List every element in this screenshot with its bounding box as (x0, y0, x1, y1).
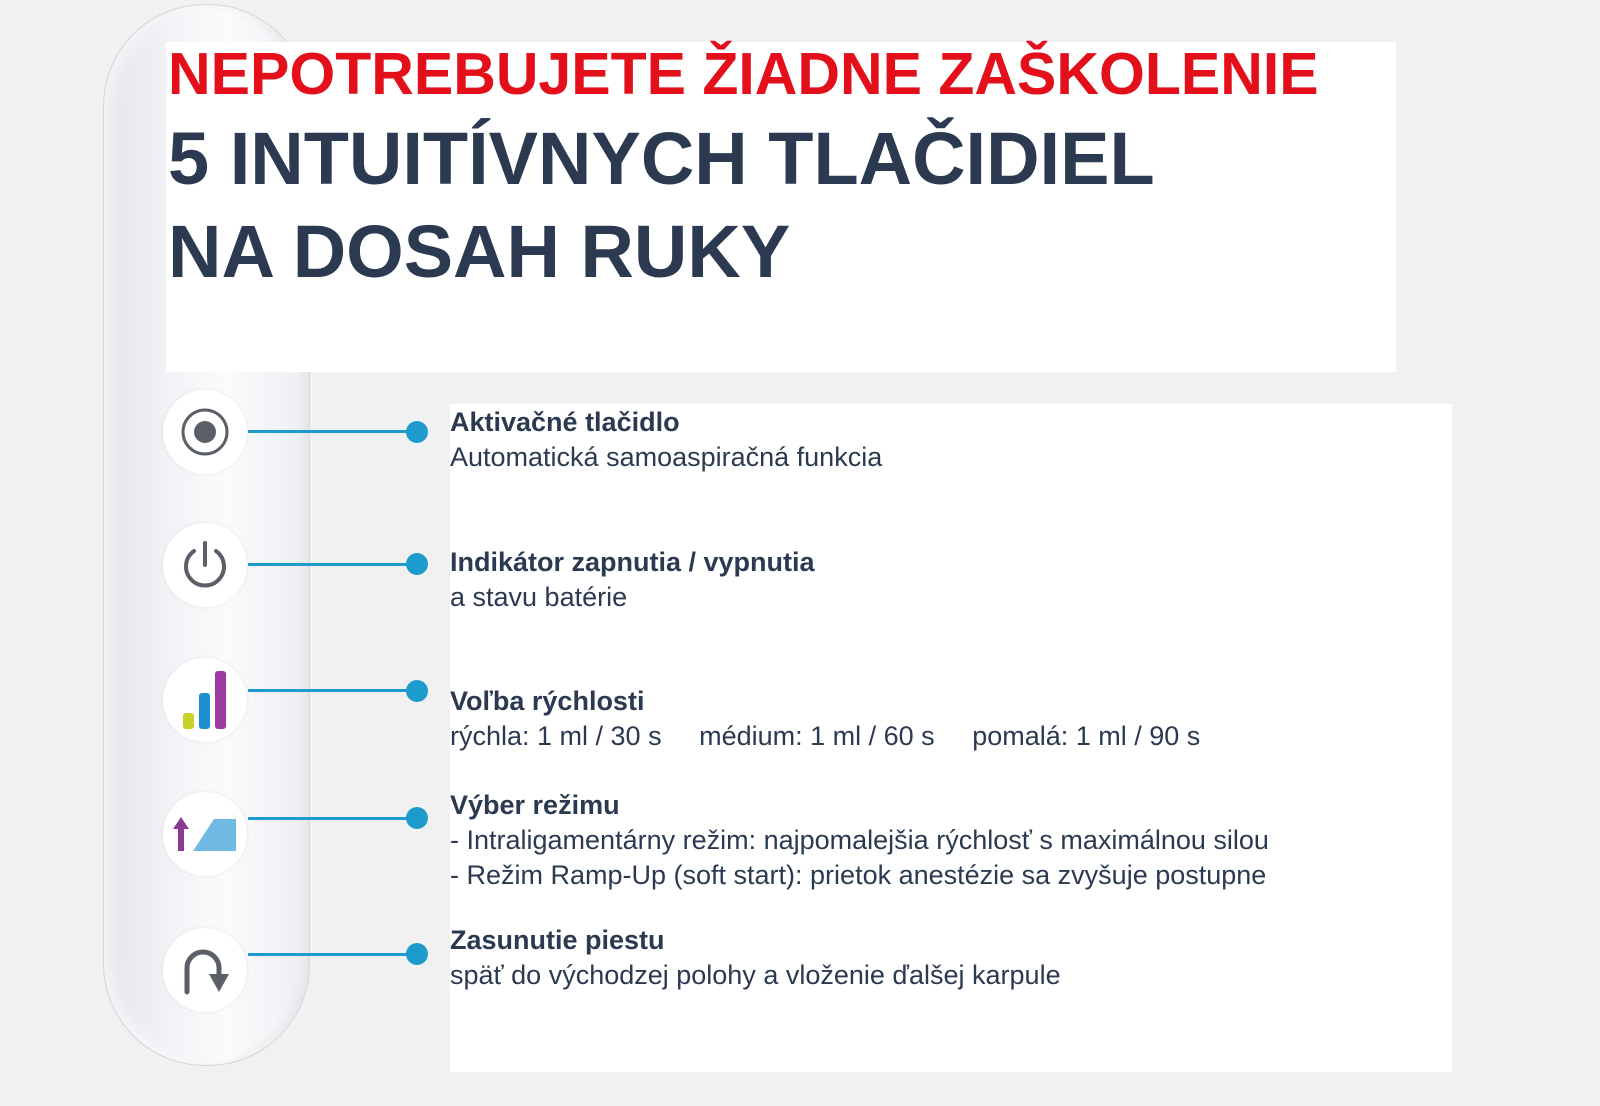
connector-dot (406, 421, 428, 443)
feature-title: Výber režimu (450, 790, 620, 820)
connector-line (248, 563, 418, 566)
connector-dot (406, 680, 428, 702)
power-button[interactable] (163, 523, 247, 607)
power-icon (177, 537, 233, 593)
title-line-2: NA DOSAH RUKY (168, 210, 791, 293)
speed-medium: médium: 1 ml / 60 s (699, 721, 935, 751)
speed-slow: pomalá: 1 ml / 90 s (972, 721, 1201, 751)
feature-description-line: - Intraligamentárny režim: najpomalejšia rýchlosť s maximálnou silou (450, 825, 1269, 855)
plunger-return-button[interactable] (163, 928, 247, 1012)
feature-mode (450, 788, 1269, 893)
connector-line (248, 953, 418, 956)
feature-title: Aktivačné tlačidlo (450, 407, 680, 437)
feature-power (450, 545, 815, 615)
activation-button[interactable] (163, 390, 247, 474)
return-arrow-icon (175, 942, 235, 998)
speed-bars-icon (177, 667, 233, 733)
connector-dot (406, 553, 428, 575)
connector-dot (406, 807, 428, 829)
subtitle: NEPOTREBUJETE ŽIADNE ZAŠKOLENIE (168, 41, 1319, 107)
ramp-up-mode-icon (172, 813, 238, 855)
feature-title: Indikátor zapnutia / vypnutia (450, 547, 815, 577)
title-line-1: 5 INTUITÍVNYCH TLAČIDIEL (168, 117, 1155, 200)
feature-description-line: - Režim Ramp-Up (soft start): prietok anestézie sa zvyšuje postupne (450, 860, 1267, 890)
feature-speed (450, 684, 1230, 754)
record-button-icon (179, 406, 231, 458)
connector-dot (406, 943, 428, 965)
speed-options (450, 719, 1230, 754)
feature-title: Voľba rýchlosti (450, 686, 645, 716)
feature-title: Zasunutie piestu (450, 925, 665, 955)
feature-plunger (450, 923, 1061, 993)
mode-button[interactable] (163, 792, 247, 876)
speed-button[interactable] (163, 658, 247, 742)
feature-activation (450, 405, 882, 475)
speed-fast: rýchla: 1 ml / 30 s (450, 721, 662, 751)
feature-description: späť do východzej polohy a vloženie ďalšej karpule (450, 960, 1061, 990)
connector-line (248, 817, 418, 820)
feature-description: a stavu batérie (450, 582, 628, 612)
connector-line (248, 689, 418, 692)
feature-description: Automatická samoaspiračná funkcia (450, 442, 883, 472)
connector-line (248, 430, 418, 433)
